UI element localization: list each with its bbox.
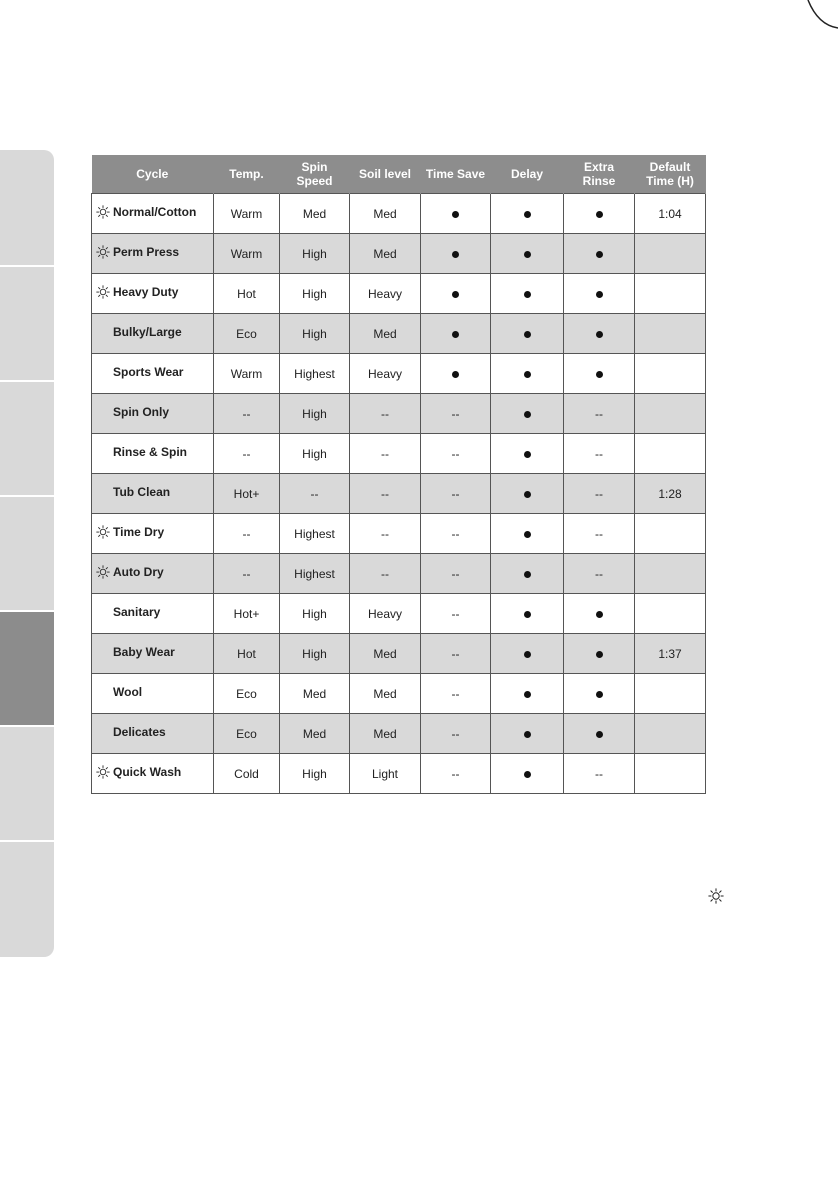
time-save-cell — [421, 234, 491, 274]
time-save-cell: -- — [421, 514, 491, 554]
time-save-cell — [421, 354, 491, 394]
table-row — [92, 434, 706, 474]
table-row — [92, 234, 706, 274]
bullet-dot — [524, 611, 531, 618]
temp-cell: -- — [214, 394, 280, 434]
extra-rinse-cell: -- — [564, 554, 635, 594]
spin-speed-cell: High — [280, 274, 350, 314]
extra-rinse-cell — [564, 634, 635, 674]
bullet-dot — [596, 291, 603, 298]
spin-speed-cell: Highest — [280, 554, 350, 594]
side-tab-4[interactable] — [0, 497, 54, 612]
extra-rinse-cell — [564, 674, 635, 714]
sun-icon — [96, 765, 113, 779]
bullet-dot — [596, 731, 603, 738]
spin-speed-cell: Med — [280, 714, 350, 754]
time-save-cell: -- — [421, 674, 491, 714]
bullet-dot — [524, 531, 531, 538]
default-time-cell — [635, 434, 706, 474]
bullet-dot — [596, 211, 603, 218]
delay-cell — [491, 754, 564, 794]
bullet-dot — [524, 651, 531, 658]
cycle-name-cell — [92, 314, 214, 354]
temp-cell: Hot+ — [214, 594, 280, 634]
spin-speed-cell: Med — [280, 674, 350, 714]
icon-spacer — [96, 445, 113, 459]
icon-spacer — [96, 485, 113, 499]
temp-cell: -- — [214, 514, 280, 554]
cycle-label: Quick Wash — [113, 765, 182, 779]
temp-cell: Eco — [214, 314, 280, 354]
soil-level-cell: Heavy — [350, 594, 421, 634]
table-row — [92, 194, 706, 234]
bullet-dot — [524, 731, 531, 738]
cycle-name-cell — [92, 634, 214, 674]
default-time-cell — [635, 354, 706, 394]
icon-spacer — [96, 405, 113, 419]
soil-level-cell: Med — [350, 194, 421, 234]
table-row — [92, 674, 706, 714]
delay-cell — [491, 554, 564, 594]
table-row — [92, 514, 706, 554]
default-time-cell — [635, 754, 706, 794]
bullet-dot — [596, 331, 603, 338]
cycle-name-cell — [92, 754, 214, 794]
table-row — [92, 314, 706, 354]
default-time-cell — [635, 394, 706, 434]
spin-speed-cell: High — [280, 594, 350, 634]
time-save-cell: -- — [421, 634, 491, 674]
cycle-name-cell — [92, 234, 214, 274]
delay-cell — [491, 394, 564, 434]
side-tab-6[interactable] — [0, 727, 54, 842]
soil-level-cell: -- — [350, 434, 421, 474]
cycle-label: Auto Dry — [113, 565, 164, 579]
bullet-dot — [524, 371, 531, 378]
cycle-label: Perm Press — [113, 245, 180, 259]
soil-level-cell: Light — [350, 754, 421, 794]
table-row — [92, 274, 706, 314]
delay-cell — [491, 514, 564, 554]
bullet-dot — [452, 211, 459, 218]
cycle-name-cell — [92, 714, 214, 754]
table-row — [92, 474, 706, 514]
soil-level-cell: Med — [350, 634, 421, 674]
side-tab-3[interactable] — [0, 382, 54, 497]
bullet-dot — [452, 291, 459, 298]
bullet-dot — [524, 451, 531, 458]
temp-cell: Hot — [214, 274, 280, 314]
table-header-row — [92, 155, 706, 194]
bullet-dot — [452, 371, 459, 378]
spin-speed-cell: High — [280, 234, 350, 274]
soil-level-cell: Med — [350, 674, 421, 714]
header-default-time: Default Time (H) — [635, 155, 706, 194]
soil-level-cell: Med — [350, 314, 421, 354]
cycle-name-cell — [92, 394, 214, 434]
soil-level-cell: Med — [350, 714, 421, 754]
sun-icon — [708, 888, 724, 904]
default-time-cell — [635, 514, 706, 554]
spin-speed-cell: High — [280, 434, 350, 474]
extra-rinse-cell: -- — [564, 394, 635, 434]
temp-cell: Eco — [214, 714, 280, 754]
time-save-cell: -- — [421, 594, 491, 634]
cycle-name-cell — [92, 434, 214, 474]
extra-rinse-cell: -- — [564, 514, 635, 554]
cycle-label: Normal/Cotton — [113, 205, 197, 219]
cycle-name-cell — [92, 194, 214, 234]
soil-level-cell: Heavy — [350, 274, 421, 314]
extra-rinse-cell — [564, 314, 635, 354]
bullet-dot — [524, 291, 531, 298]
extra-rinse-cell — [564, 194, 635, 234]
table-row — [92, 754, 706, 794]
delay-cell — [491, 674, 564, 714]
cycle-label: Heavy Duty — [113, 285, 179, 299]
extra-rinse-cell — [564, 274, 635, 314]
delay-cell — [491, 474, 564, 514]
cycle-name-cell — [92, 514, 214, 554]
temp-cell: -- — [214, 434, 280, 474]
extra-rinse-cell: -- — [564, 434, 635, 474]
temp-cell: Warm — [214, 194, 280, 234]
table-row — [92, 354, 706, 394]
header-spin-speed: Spin Speed — [280, 155, 350, 194]
extra-rinse-cell — [564, 594, 635, 634]
header-extra-rinse: Extra Rinse — [564, 155, 635, 194]
bullet-dot — [596, 651, 603, 658]
default-time-cell — [635, 314, 706, 354]
icon-spacer — [96, 685, 113, 699]
default-time-cell — [635, 234, 706, 274]
header-cycle: Cycle — [92, 155, 214, 194]
bullet-dot — [524, 491, 531, 498]
spin-speed-cell: High — [280, 394, 350, 434]
cycle-name-cell — [92, 274, 214, 314]
delay-cell — [491, 714, 564, 754]
spin-speed-cell: High — [280, 634, 350, 674]
cycle-label: Time Dry — [113, 525, 165, 539]
time-save-cell: -- — [421, 714, 491, 754]
bullet-dot — [596, 251, 603, 258]
delay-cell — [491, 434, 564, 474]
temp-cell: Hot — [214, 634, 280, 674]
default-time-cell — [635, 714, 706, 754]
header-delay: Delay — [491, 155, 564, 194]
time-save-cell: -- — [421, 754, 491, 794]
cycle-name-cell — [92, 554, 214, 594]
cycle-label: Spin Only — [113, 405, 170, 419]
sun-icon — [96, 285, 113, 299]
soil-level-cell: Heavy — [350, 354, 421, 394]
side-tab-7[interactable] — [0, 842, 54, 957]
temp-cell: Cold — [214, 754, 280, 794]
side-tab-1[interactable] — [0, 150, 54, 267]
bullet-dot — [452, 331, 459, 338]
temp-cell: -- — [214, 554, 280, 594]
time-save-cell — [421, 274, 491, 314]
header-soil-level: Soil level — [350, 155, 421, 194]
time-save-cell: -- — [421, 434, 491, 474]
page-corner-curl — [778, 0, 838, 60]
side-tab-5-active[interactable] — [0, 612, 54, 727]
time-save-cell: -- — [421, 554, 491, 594]
extra-rinse-cell — [564, 234, 635, 274]
bullet-dot — [596, 371, 603, 378]
default-time-cell: 1:37 — [635, 634, 706, 674]
cycle-name-cell — [92, 674, 214, 714]
delay-cell — [491, 234, 564, 274]
bullet-dot — [596, 691, 603, 698]
delay-cell — [491, 194, 564, 234]
time-save-cell — [421, 314, 491, 354]
delay-cell — [491, 314, 564, 354]
cycle-label: Sports Wear — [113, 365, 184, 379]
default-time-cell: 1:28 — [635, 474, 706, 514]
sun-icon — [96, 205, 113, 219]
side-tab-2[interactable] — [0, 267, 54, 382]
default-time-cell — [635, 554, 706, 594]
table-row — [92, 634, 706, 674]
cycle-name-cell — [92, 474, 214, 514]
icon-spacer — [96, 365, 113, 379]
temp-cell: Warm — [214, 234, 280, 274]
cycle-options-table — [91, 155, 706, 794]
bullet-dot — [524, 211, 531, 218]
icon-spacer — [96, 605, 113, 619]
extra-rinse-cell — [564, 354, 635, 394]
table-row — [92, 554, 706, 594]
default-time-cell: 1:04 — [635, 194, 706, 234]
spin-speed-cell: Med — [280, 194, 350, 234]
bullet-dot — [524, 331, 531, 338]
bullet-dot — [524, 571, 531, 578]
bullet-dot — [452, 251, 459, 258]
extra-rinse-cell: -- — [564, 754, 635, 794]
default-time-cell — [635, 274, 706, 314]
sun-icon — [96, 245, 113, 259]
bullet-dot — [524, 691, 531, 698]
delay-cell — [491, 354, 564, 394]
cycle-label: Tub Clean — [113, 485, 171, 499]
spin-speed-cell: -- — [280, 474, 350, 514]
temp-cell: Warm — [214, 354, 280, 394]
soil-level-cell: -- — [350, 474, 421, 514]
soil-level-cell: -- — [350, 554, 421, 594]
spin-speed-cell: High — [280, 314, 350, 354]
header-time-save: Time Save — [421, 155, 491, 194]
cycle-label: Wool — [113, 685, 143, 699]
extra-rinse-cell — [564, 714, 635, 754]
delay-cell — [491, 274, 564, 314]
cycle-label: Baby Wear — [113, 645, 175, 659]
bullet-dot — [524, 771, 531, 778]
sun-icon — [96, 565, 113, 579]
sun-icon — [96, 525, 113, 539]
cycle-label: Sanitary — [113, 605, 161, 619]
table-body — [92, 194, 706, 794]
soil-level-cell: Med — [350, 234, 421, 274]
cycle-label: Bulky/Large — [113, 325, 182, 339]
default-time-cell — [635, 674, 706, 714]
cycle-name-cell — [92, 354, 214, 394]
icon-spacer — [96, 725, 113, 739]
temp-cell: Eco — [214, 674, 280, 714]
temp-cell: Hot+ — [214, 474, 280, 514]
table-row — [92, 714, 706, 754]
spin-speed-cell: Highest — [280, 354, 350, 394]
icon-spacer — [96, 325, 113, 339]
cycle-label: Delicates — [113, 725, 166, 739]
time-save-cell: -- — [421, 394, 491, 434]
delay-cell — [491, 634, 564, 674]
bullet-dot — [524, 251, 531, 258]
header-temp: Temp. — [214, 155, 280, 194]
cycle-label: Rinse & Spin — [113, 445, 188, 459]
default-time-cell — [635, 594, 706, 634]
delay-cell — [491, 594, 564, 634]
soil-level-cell: -- — [350, 514, 421, 554]
bullet-dot — [596, 611, 603, 618]
table-row — [92, 594, 706, 634]
spin-speed-cell: High — [280, 754, 350, 794]
bullet-dot — [524, 411, 531, 418]
time-save-cell: -- — [421, 474, 491, 514]
icon-spacer — [96, 645, 113, 659]
spin-speed-cell: Highest — [280, 514, 350, 554]
soil-level-cell: -- — [350, 394, 421, 434]
table-row — [92, 394, 706, 434]
time-save-cell — [421, 194, 491, 234]
extra-rinse-cell: -- — [564, 474, 635, 514]
cycle-name-cell — [92, 594, 214, 634]
